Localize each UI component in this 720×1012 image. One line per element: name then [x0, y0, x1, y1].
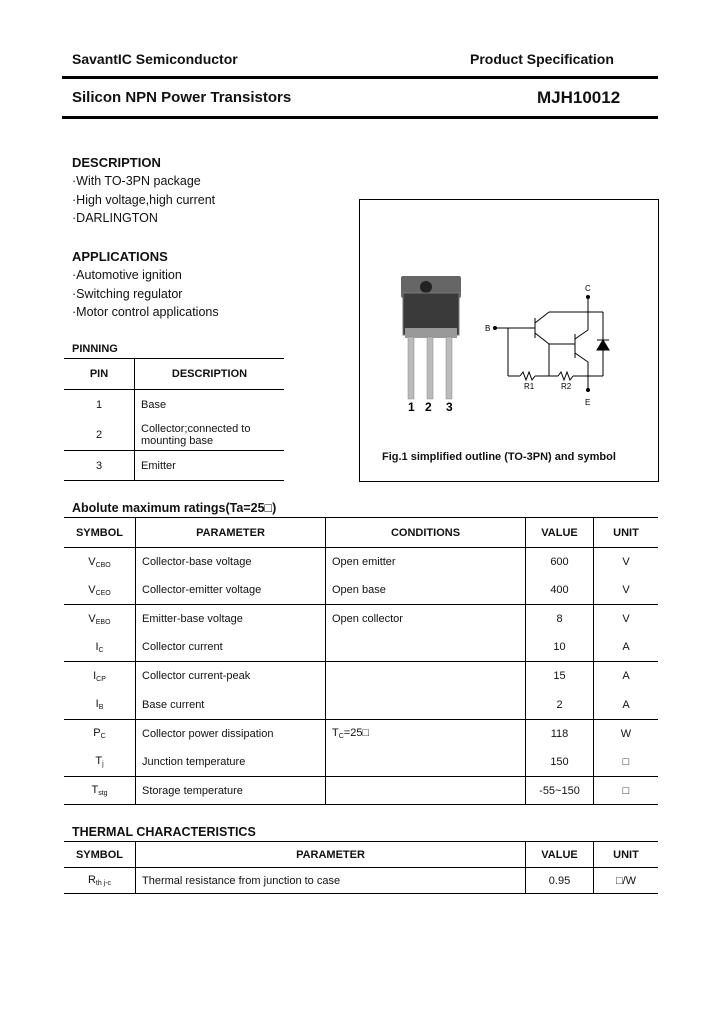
unit-text: V — [622, 556, 630, 569]
symbol-text: V — [88, 555, 96, 568]
unit-cell — [594, 633, 659, 662]
pin-desc: Emitter — [141, 459, 176, 472]
parameter-text: Storage temperature — [142, 784, 243, 797]
conditions-subscript: C — [338, 733, 344, 741]
parameter-text: Collector current — [142, 641, 223, 654]
symbol-text: V — [88, 612, 96, 625]
pin-label: 3 — [446, 400, 453, 414]
table-row — [64, 548, 658, 577]
application-item: ·Switching regulator — [72, 287, 183, 301]
col-conditions: CONDITIONS — [326, 518, 526, 548]
description-heading: DESCRIPTION — [72, 155, 161, 170]
pin-label: 2 — [425, 400, 432, 414]
value-cell — [526, 548, 594, 577]
parameter-cell — [136, 776, 326, 805]
table-row — [64, 451, 284, 481]
col-unit: UNIT — [613, 848, 639, 861]
base-label: B — [485, 324, 491, 333]
r1-label: R1 — [524, 382, 535, 391]
symbol-text: I — [95, 698, 99, 711]
symbol-cell — [64, 633, 136, 662]
value-cell — [526, 662, 594, 691]
pin-desc: Base — [141, 398, 167, 411]
parameter-cell — [136, 662, 326, 691]
symbol-subscript: EBO — [95, 618, 111, 626]
parameter-cell — [136, 719, 326, 748]
value-cell — [526, 633, 594, 662]
value-cell — [526, 748, 594, 777]
symbol-text: T — [91, 784, 99, 797]
darlington-symbol — [494, 296, 610, 392]
conditions-text: Open emitter — [332, 556, 396, 569]
company-name: SavantIC Semiconductor — [72, 51, 238, 67]
table-row — [64, 748, 658, 777]
package-outline — [401, 276, 461, 399]
col-unit: UNIT — [613, 526, 639, 539]
unit-text: A — [622, 641, 630, 654]
pin-desc: Collector;connected to mounting base — [141, 422, 251, 447]
unit-cell — [594, 868, 659, 894]
parameter-cell — [136, 576, 326, 605]
unit-cell — [594, 662, 659, 691]
r2-label: R2 — [561, 382, 572, 391]
conditions-cell — [326, 633, 526, 662]
table-row — [64, 690, 658, 719]
unit-cell — [594, 605, 659, 634]
unit-text: A — [622, 698, 630, 711]
applications-heading: APPLICATIONS — [72, 249, 168, 264]
symbol-text: R — [87, 874, 96, 886]
application-item: ·Automotive ignition — [72, 268, 182, 282]
symbol-text: P — [93, 727, 101, 740]
conditions-cell — [326, 548, 526, 577]
conditions-text: T — [332, 727, 339, 740]
symbol-subscript: stg — [98, 790, 108, 798]
unit-cell — [594, 776, 659, 805]
part-number: MJH10012 — [537, 88, 621, 107]
parameter-text: Thermal resistance from junction to case — [142, 874, 341, 887]
conditions-tail: =25□ — [343, 727, 370, 740]
unit-text: □ — [622, 755, 630, 768]
doc-type: Product Specification — [470, 51, 614, 67]
unit-text: □/W — [615, 874, 637, 887]
application-item: ·Motor control applications — [72, 305, 219, 319]
symbol-subscript: C — [100, 733, 106, 741]
abs-max-heading: Abolute maximum ratings(Ta=25□) — [72, 501, 277, 515]
unit-cell — [594, 690, 659, 719]
symbol-subscript: CEO — [95, 589, 111, 597]
conditions-cell — [326, 690, 526, 719]
pin-number: 3 — [64, 451, 135, 481]
value-text: 0.95 — [548, 874, 571, 887]
description-item: ·With TO-3PN package — [72, 174, 201, 188]
value-text: 2 — [556, 698, 563, 711]
value-text: 150 — [550, 755, 569, 768]
product-title: Silicon NPN Power Transistors — [72, 89, 292, 106]
table-row — [64, 420, 284, 451]
value-cell — [526, 576, 594, 605]
unit-cell — [594, 548, 659, 577]
symbol-cell — [64, 605, 136, 634]
conditions-cell — [326, 576, 526, 605]
parameter-cell — [136, 868, 526, 894]
unit-text: V — [622, 613, 630, 626]
conditions-text: Open collector — [332, 613, 403, 626]
description-item: ·High voltage,high current — [72, 193, 216, 207]
collector-label: C — [585, 284, 591, 293]
symbol-cell — [64, 548, 136, 577]
col-parameter: PARAMETER — [136, 518, 326, 548]
value-text: 118 — [550, 727, 569, 740]
thermal-heading: THERMAL CHARACTERISTICS — [72, 825, 256, 839]
symbol-subscript: C — [98, 646, 104, 654]
symbol-cell — [64, 748, 136, 777]
table-row — [64, 605, 658, 634]
col-symbol: SYMBOL — [64, 842, 136, 868]
symbol-cell — [64, 662, 136, 691]
thermal-table — [64, 841, 658, 894]
conditions-cell — [326, 605, 526, 634]
title-rule — [62, 116, 658, 119]
unit-cell — [594, 576, 659, 605]
unit-text: A — [622, 670, 630, 683]
parameter-text: Collector-base voltage — [142, 556, 252, 569]
conditions-text: Open base — [332, 584, 386, 597]
unit-text: □ — [622, 784, 630, 797]
conditions-cell — [326, 662, 526, 691]
value-text: 10 — [553, 641, 566, 654]
figure-box — [359, 199, 659, 482]
symbol-subscript: CBO — [95, 561, 111, 569]
unit-cell — [594, 719, 659, 748]
value-cell — [526, 776, 594, 805]
symbol-text: V — [88, 583, 96, 596]
parameter-text: Collector current-peak — [142, 670, 251, 683]
parameter-text: Collector-emitter voltage — [142, 584, 262, 597]
value-cell — [526, 690, 594, 719]
table-row — [64, 576, 658, 605]
value-text: 600 — [550, 556, 569, 569]
unit-text: V — [622, 584, 630, 597]
parameter-text: Emitter-base voltage — [142, 613, 243, 626]
value-text: -55~150 — [539, 784, 580, 797]
symbol-text: I — [93, 669, 97, 682]
parameter-text: Junction temperature — [142, 755, 246, 768]
value-text: 8 — [556, 613, 563, 626]
table-row — [64, 633, 658, 662]
pin-label: 1 — [408, 400, 415, 414]
parameter-text: Collector power dissipation — [142, 727, 274, 740]
symbol-text: I — [95, 640, 99, 653]
parameter-cell — [136, 633, 326, 662]
emitter-label: E — [585, 398, 591, 407]
col-value: VALUE — [526, 518, 594, 548]
symbol-subscript: th j-c — [95, 880, 112, 887]
symbol-subscript: j — [102, 761, 104, 769]
symbol-cell — [64, 690, 136, 719]
conditions-cell — [326, 748, 526, 777]
figure-caption: Fig.1 simplified outline (TO-3PN) and symbol — [382, 451, 616, 463]
symbol-subscript: B — [98, 704, 104, 712]
symbol-cell — [64, 719, 136, 748]
pin-col-header: PIN — [64, 359, 135, 390]
pin-number: 2 — [64, 420, 135, 451]
table-row — [64, 776, 658, 805]
desc-col-header: DESCRIPTION — [171, 368, 248, 380]
table-row — [64, 662, 658, 691]
col-value: VALUE — [526, 842, 594, 868]
symbol-cell — [64, 868, 136, 894]
symbol-cell — [64, 576, 136, 605]
unit-text: W — [620, 727, 632, 740]
parameter-cell — [136, 605, 326, 634]
value-text: 400 — [550, 584, 569, 597]
symbol-subscript: CP — [96, 675, 106, 683]
conditions-cell — [326, 719, 526, 748]
description-item: ·DARLINGTON — [72, 211, 158, 225]
parameter-cell — [136, 748, 326, 777]
conditions-cell — [326, 776, 526, 805]
table-row — [64, 719, 658, 748]
parameter-text: Base current — [142, 698, 205, 711]
value-cell — [526, 605, 594, 634]
pin-number: 1 — [64, 390, 135, 420]
parameter-cell — [136, 690, 326, 719]
to3pn-outline-and-symbol — [360, 200, 658, 481]
value-cell — [526, 868, 594, 894]
pinning-heading: PINNING — [72, 343, 118, 355]
value-cell — [526, 719, 594, 748]
symbol-text: T — [95, 755, 103, 768]
value-text: 15 — [553, 670, 566, 683]
table-row — [64, 868, 658, 894]
col-symbol: SYMBOL — [64, 518, 136, 548]
header-rule — [62, 76, 658, 79]
parameter-cell — [136, 548, 326, 577]
symbol-cell — [64, 776, 136, 805]
pinning-table — [64, 358, 284, 481]
unit-cell — [594, 748, 659, 777]
abs-max-table — [64, 517, 658, 805]
table-row — [64, 390, 284, 420]
col-parameter: PARAMETER — [136, 842, 526, 868]
